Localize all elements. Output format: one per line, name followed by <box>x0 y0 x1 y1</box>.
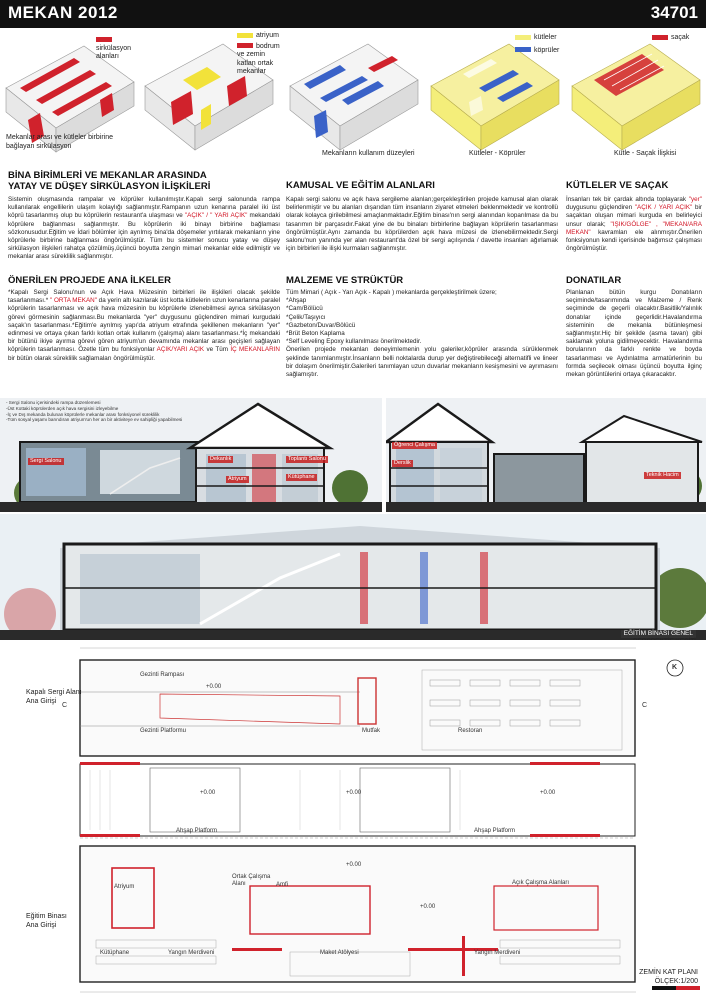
text-run: bir bütün olarak süreklilik sağlamaları öngörülmüştür. <box>8 354 155 362</box>
label-kutuphane: Kütüphane <box>100 950 130 956</box>
legend-swatch <box>515 35 531 40</box>
legend-label: kütleler <box>534 34 557 41</box>
text-run: kavramları ele alınmıştır.Önerilen fonksiyonun kendi içerisinde bağımsız çalışması öngörülmüştür. <box>566 228 702 253</box>
text-malzeme: Tüm Mimari ( Açık - Yarı Açık - Kapalı ) mekanlarda gerçekleştirilmek üzere; *Ahşap *Cam/Bölücü *Çelik/Taşıyıcı *Gazbeton/Duvar/Bölücü *Brüt Beton Kaplama *Self Leveling Epoxy kullanılması önerilmektedir. Önerilen projede mekanları deneyimlemenin yolu galeriler,köprüler arasında sürüklenmek şeklinde tanımlanmıştır.İnsanların belli noktalarda durup yer değiştirebileceği alternatifli ve lineer bir dolaşım önerilmiştir.Galerileri tanımlayan uzun duvarlar mekanların kesişmesini ve ayrımasını sağlamıştır. <box>286 289 558 379</box>
text-run: mekandaki köprülere bağlanması sağlanmıştır. Bu köprülerin iki binayı birbirine bağlaması sözkonusudur.Eğitim ve İdari bölümler için ayrılmış bina'da döşemeler yırtılarak mekanların yine köprülerle birbirine bağlanması öngörülmüştür. Tüm bu sistemler sonucu yatay ve düşey sirkülasyon ilişkileri rahatça çözülmüş,üçüncü boyutta zengin mimari mekanlar elde edilmiştir ve mekanlar arası süreklilik sağlanmıştır. <box>8 212 280 261</box>
legend-label: atriyum <box>256 32 279 39</box>
legend-masses <box>515 34 563 55</box>
text-run: *Kapalı Sergi Salonu'nun ve Açık Hava Müzesinin birbirleri ile ilişkileri olacak şekilde tasarlanması.* <box>8 289 280 305</box>
entrance-label-2 <box>26 912 86 930</box>
diagram-usage <box>282 30 423 170</box>
heading-malzeme: MALZEME VE STRÜKTÜR <box>286 275 404 286</box>
ground-floor-plan <box>0 640 706 1000</box>
tag-atriyum: Atriyum <box>228 476 247 482</box>
section-drawing-right <box>386 398 706 512</box>
legend-swatch <box>652 35 668 40</box>
legend-label: köprüler <box>534 46 560 54</box>
perspective-section <box>0 514 706 642</box>
plan-title-line: ÖLÇEK:1/200 <box>654 978 698 985</box>
perspective-drawing <box>0 514 706 642</box>
entrance-line: Eğitim Binası <box>26 913 67 920</box>
text-bina <box>8 196 280 262</box>
entrance-line: Ana Girişi <box>26 698 57 705</box>
concept-diagrams <box>0 30 706 170</box>
diagram-caption: Mekanların kullanım düzeyleri <box>322 150 415 157</box>
label-amfi: Amfi <box>276 882 288 888</box>
label-atriyum: Atriyum <box>114 884 135 890</box>
section-render-right <box>386 398 706 512</box>
masses-axonometric <box>423 40 564 158</box>
legend-label: saçak <box>671 34 690 41</box>
text-donatilar: Planlanan bütün kurgu Donatıların seçiminde/tasarımında ve Malzeme / Renk seçiminde de geçerli olacaktır.Basitlik/Yalınlık donatılar içinde geçerlidir.Havalandırma sisteminin de mekanla bütünleşmesi sağlanmıştır.Hiç bir şekilde (asma tavan) gibi saklamak yoluna gidilmeyecektir. Havalandırma borularının da farklı renkte ve boyda tasarlanması ve Aydınlatma armatürlerinin bu formda seçilecek olması üçüncü boyutta ilginç mekan görüntülerini ortaya çıkaracaktır. <box>566 289 702 379</box>
label-level: +0.00 <box>540 790 556 796</box>
text-highlight: "AÇIK" / " YARI AÇIK" <box>184 212 248 220</box>
tag-ogrenci: Öğrenci Çalışma <box>394 442 435 448</box>
legend-label: bodrum ve zemin katlan ortak mekanlar <box>237 42 280 75</box>
entry-code: 34701 <box>650 3 698 22</box>
diagram-circulation <box>0 30 141 170</box>
perspective-caption <box>621 630 696 638</box>
legend-atrium <box>237 32 281 77</box>
heading-donatilar: DONATILAR <box>566 275 622 286</box>
heading-line: BİNA BİRİMLERİ VE MEKANLAR ARASINDA <box>8 170 207 181</box>
text-highlight: "IŞIK/GÖLGE" , "MEKAN/ARA MEKAN" <box>566 220 702 236</box>
competition-title: MEKAN 2012 <box>8 3 118 22</box>
text-run: duygusunu güçlendiren <box>566 204 635 212</box>
tag-toplanti: Toplantı Salonu <box>288 456 326 462</box>
label-maket: Maket Atölyesi <box>320 950 359 956</box>
legend-swatch <box>237 33 253 38</box>
legend-swatch <box>96 37 112 42</box>
tag-sergi: Sergi Salonu <box>30 458 62 464</box>
text-highlight: AÇIK/YARI AÇIK <box>156 346 205 354</box>
tag-kutuphane: Kütüphane <box>288 474 315 480</box>
heading-line: YATAY VE DÜŞEY SİRKÜLASYON İLİŞKİLERİ <box>8 181 211 192</box>
diagram-caption: Mekanlar arası ve kütleler birbirine bağlayan sirkülasyon <box>6 134 113 150</box>
label-level: +0.00 <box>206 684 222 690</box>
label-gezinti-platformu: Gezinti Platformu <box>140 728 187 734</box>
label-ortak: Ortak Çalışma Alanı <box>232 874 271 887</box>
heading-bina <box>8 170 278 192</box>
plan-title <box>639 968 698 986</box>
heading-kamusal: KAMUSAL VE EĞİTİM ALANLARI <box>286 180 435 191</box>
legend-swatch <box>515 47 531 52</box>
label-restoran: Restoran <box>458 728 483 734</box>
section-note: -Tüm sosyal yaşamı barındıran atriyum'un her an bir aktiviteye ev sahipliği yapabilmesi <box>6 417 183 423</box>
tag-teknik: Teknik Hacim <box>646 472 679 478</box>
legend-circulation <box>96 36 142 62</box>
canopy-axonometric <box>564 40 706 158</box>
label-ahsap-1: Ahşap Platform <box>176 828 218 834</box>
diagram-atrium <box>141 30 282 170</box>
section-notes <box>6 400 256 423</box>
diagram-masses-bridges <box>423 30 564 170</box>
label-acik-calisma: Açık Çalışma Alanları <box>512 880 570 886</box>
label-level: +0.00 <box>346 790 362 796</box>
label-yangin-1: Yangın Merdiveni <box>168 950 215 956</box>
label-ahsap-2: Ahşap Platform <box>474 828 516 834</box>
text-kutleler <box>566 196 702 253</box>
label-level: +0.00 <box>420 904 436 910</box>
diagram-canopy <box>564 30 706 170</box>
section-note: -Üst Kottaki köprülerden açık hava sergisini izleyebilme <box>6 405 119 411</box>
diagram-caption: Kütle - Saçak İlişkisi <box>614 150 677 157</box>
text-onerilen <box>8 289 280 363</box>
label-level: +0.00 <box>346 862 362 868</box>
text-run: İnsanları tek bir çardak altında toplayarak <box>566 196 689 203</box>
section-note: -İç ve Dış mekanda bulunan köprülerle mekanlar arası fonksiyonel süreklilik <box>6 411 160 417</box>
text-highlight: İÇ MEKANLARIN <box>230 346 280 354</box>
text-highlight: "yer" <box>688 196 702 203</box>
tag-dekanlik: Dekanlık <box>210 456 232 462</box>
section-note: - Sergi Salonu içerisindeki rampa düzenlemesi <box>6 400 101 405</box>
north-arrow-icon: K <box>672 664 678 671</box>
entrance-label-1 <box>26 688 86 706</box>
label-level: +0.00 <box>200 790 216 796</box>
perspective-caption-line: EĞİTİM BİNASI GENEL <box>623 630 693 637</box>
heading-kutleler: KÜTLELER VE SAÇAK <box>566 180 669 191</box>
section-mark-c-right: C <box>642 702 648 709</box>
diagram-caption: Kütleler - Köprüler <box>469 150 526 157</box>
tag-derslik: Derslik <box>394 460 411 466</box>
label-gezinti-rampasi: Gezinti Rampası <box>140 672 185 678</box>
text-highlight: "AÇIK / YARI AÇIK" <box>634 204 693 212</box>
plan-title-line: ZEMİN KAT PLANI <box>639 969 698 976</box>
title-bar <box>0 0 706 28</box>
label-yangin-2: Yangın Merdiveni <box>474 950 521 956</box>
text-run: Sistemin oluşmasında rampalar ve köprüler kullanılmıştır.Kapalı sergi salonunda rampa kullanılarak engellilerin ulaşım kolaylığı sağlanmıştır.Rampanın uzun kenarına paralel iki üst köprü tasarlanmış olup bu köprülerin restaurant'a ulaşması ve <box>8 196 280 220</box>
text-highlight: " ORTA MEKAN" <box>50 297 97 305</box>
text-run: ve Tüm <box>204 346 231 354</box>
entrance-line: Kapalı Sergi Alanı <box>26 689 82 696</box>
text-run: da yerin altı kazılarak üst kotta kütlelerin uzun kenarlarına paralel köprülerin tasarlanması ve açık hava müzesinin bu köprülerle izlenebilmesi ayrıca sirkülasyon görevi görmesinin sağlanması.Bu mekanlarda "yer" duygusunu güçlendiren mimari kurgudaki saçak'ın tasarlanması.*Eğitim'e ayrılmış yapı'da atriyum etrafında şekillenen mekanların "yer" edinmesi ve ortaya çıkan farklı kotlan ortak kullanım (çalışma) alanı tasarlanması.*İç mekandaki bir bütünü ikiye ayırma görevi gören atriyum'un devamında mekanlar arası geçişleri sağlayan köprülerin tasarlanması. Özetle tüm bu fonksiyonlar <box>8 297 280 354</box>
text-run: bir saçaktan oluşan mimari kurguda en belirleyici unsur olarak; <box>566 204 702 228</box>
plan-drawing <box>0 640 706 1000</box>
label-mutfak: Mutfak <box>362 728 381 734</box>
heading-onerilen: ÖNERİLEN PROJEDE ANA İLKELER <box>8 275 171 286</box>
usage-axonometric <box>282 40 423 158</box>
legend-canopy <box>652 34 704 43</box>
legend-swatch <box>237 43 253 48</box>
section-render-left <box>0 398 382 512</box>
text-kamusal: Kapalı sergi salonu ve açık hava sergileme alanları;gerçekleştirilen projede kamusal alan olarak belirlenmiştir ve bu alanları dışarıdan tüm insanların ziyaret etmeleri beklenmektedir ve kontrollü olarak kolayca girilebilmesi amaçlanmaktadır.Eğitim binası'nın sergi alanından koparılması da bu tasarımın bir parçasıdır.Fakat yine de bu binaları birbirlerine bağlayan köprülerin tasarlanması öngörülmüştür.Aynı zamanda bu köprülerden açık hava müzesi de izlenebilirmektedir.Sergi salonu'nun yanında yer alan restaurant'da özel bir sergi açılışında / davette insanları ağırlamak için birbirleri ile ilişki kurmaları sağlanmıştır. <box>286 196 558 253</box>
legend-label: sirkülasyon alanları <box>96 44 132 60</box>
section-mark-c-left: C <box>62 702 68 709</box>
entrance-line: Ana Girişi <box>26 922 57 929</box>
